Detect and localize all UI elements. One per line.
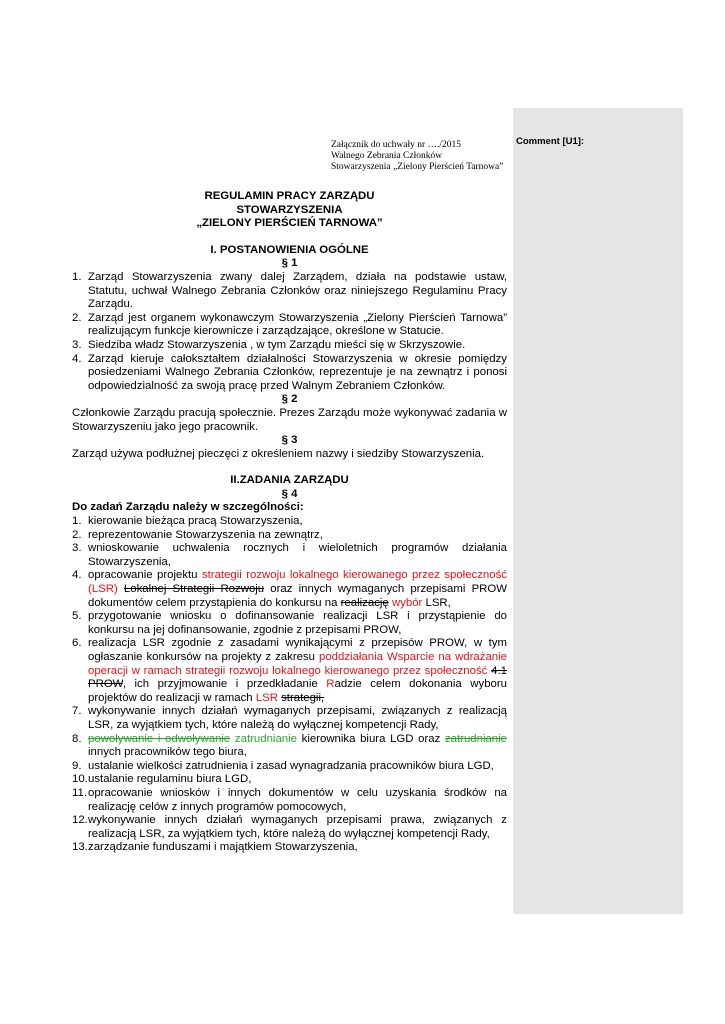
list-intro: Do zadań Zarządu należy w szczególności:	[72, 501, 304, 514]
list-item: 7. wykonywanie innych działań wymaganych przepisami, związanych z realizacją LSR, za wyjątkiem tych, które należą do wyłącznej kompetencji Rady,	[72, 705, 507, 731]
list-section2	[72, 515, 507, 855]
section-heading: I. POSTANOWIENIA OGÓLNE	[210, 243, 369, 256]
paragraph-mark: § 2	[281, 393, 298, 406]
deleted-text: zatrudnianie	[444, 732, 508, 745]
paragraph-mark: § 4	[281, 487, 298, 500]
list-item: 1. Zarząd Stowarzyszenia zwany dalej Zarządem, działa na podstawie ustaw, Statutu, uchwał Walnego Zebrania Członków oraz niniejszego Regulaminu Pracy Zarządu.	[72, 270, 507, 311]
attachment-line: Stowarzyszenia „Zielony Pierścień Tarnowa”	[331, 162, 504, 172]
list-item: 12. wykonywanie innych działań wymaganych przepisami prawa, związanych z realizacją LSR, za wyjątkiem tych, które należą do wyłącznej kompetencji Rady,	[72, 814, 507, 840]
comment-margin-pane	[513, 108, 683, 914]
title-line: „ZIELONY PIERŚCIEŃ TARNOWA”	[196, 217, 383, 230]
list-item: 3. wnioskowanie uchwalenia rocznych i wieloletnich programów działania Stowarzyszenia,	[72, 542, 507, 568]
list-item: 2. reprezentowanie Stowarzyszenia na zewnątrz,	[72, 528, 323, 541]
section-heading: II.ZADANIA ZARZĄDU	[230, 474, 349, 487]
document-body	[72, 190, 507, 855]
inserted-text: LSR	[255, 691, 278, 704]
list-item: 3. Siedziba władz Stowarzyszenia , w tym Zarządu mieści się w Skrzyszowie.	[72, 338, 466, 351]
inserted-text: strategii rozwoju lokalnego kierowanego przez społeczność (LSR)	[88, 569, 507, 596]
inserted-text: poddziałania Wsparcie na wdrażanie operacji w ramach strategii rozwoju lokalnego kierowanego przez społeczność	[88, 651, 507, 677]
paragraph-text: Członkowie Zarządu pracują społecznie. Prezes Zarządu może wykonywać zadania w Stowarzyszeniu jako jego pracownik.	[72, 406, 507, 433]
attachment-line: Walnego Zebrania Członków	[331, 151, 443, 161]
inserted-text: zatrudnianie	[234, 732, 297, 745]
list-item: 8. powoływanie i odwoływanie zatrudnianie kierownika biura LGD oraz zatrudnianie innych pracowników tego biura,	[72, 732, 508, 759]
list-item: 5. przygotowanie wniosku o dofinansowanie realizacji LSR i przystąpienie do konkursu na jej dofinansowanie, zgodnie z przepisami PROW,	[72, 610, 507, 636]
list-section1	[72, 271, 507, 393]
paragraph-mark: § 1	[281, 257, 298, 270]
document-title	[72, 190, 507, 231]
inserted-text: R	[326, 678, 335, 691]
attachment-line: Załącznik do uchwały nr …./2015	[331, 140, 462, 150]
paragraph-text: Zarząd używa podłużnej pieczęci z określeniem nazwy i siedziby Stowarzyszenia.	[72, 447, 485, 460]
title-line: STOWARZYSZENIA	[236, 203, 343, 216]
title-line: REGULAMIN PRACY ZARZĄDU	[204, 190, 375, 202]
paragraph-mark: § 3	[281, 434, 298, 447]
deleted-text: realizację	[340, 596, 389, 609]
list-item: 2. Zarząd jest organem wykonawczym Stowarzyszenia „Zielony Pierścień Tarnowa” realizującym funkcje kierownicze i zarządzające, określone w Statucie.	[72, 311, 507, 338]
list-item: 10. ustalanie regulaminu biura LGD,	[72, 773, 252, 786]
comment-label[interactable]: Comment [U1]:	[516, 136, 585, 147]
list-item: 1. kierowanie bieżąca pracą Stowarzyszenia,	[72, 515, 303, 528]
list-item: 11. opracowanie wniosków i innych dokumentów w celu uzyskania środków na realizację celów z innych programów pomocowych,	[72, 786, 507, 813]
list-item: 9. ustalanie wielkości zatrudnienia i zasad wynagradzania pracowników biura LGD,	[72, 759, 494, 772]
deleted-text: strategii,	[281, 691, 325, 704]
deleted-text: Lokalnej Strategii Rozwoju	[123, 583, 265, 596]
attachment-note	[331, 140, 503, 173]
list-item: 13. zarządzanie funduszami i majątkiem Stowarzyszenia,	[72, 841, 358, 854]
deleted-text: 4.1 PROW	[88, 664, 507, 691]
list-item: 4. Zarząd kieruje całokształtem działalności Stowarzyszenia w okresie pomiędzy posiedzeniami Walnego Zebrania Członków, reprezentuje je na zewnątrz i ponosi odpowiedzialność za swoją pracę przed Walnym Zebraniem Członków.	[72, 352, 507, 392]
inserted-text: wybór	[391, 596, 423, 609]
list-item: 6. realizacja LSR zgodnie z zasadami wynikającymi z przepisów PROW, w tym ogłaszanie konkursów na projekty z zakresu poddziałania Wsparcie na wdrażanie operacji w ramach strategii rozwoju lokalnego kierowanego przez społeczność 4.1 PROW, ich przyjmowanie i przedkładanie Radzie celem dokonania wyboru projektów do realizacji w ramach LSR strategii,	[72, 637, 508, 704]
list-item: 4. opracowanie projektu strategii rozwoju lokalnego kierowanego przez społeczność (LSR) Lokalnej Strategii Rozwoju oraz innych wymaganych przepisami PROW dokumentów celem przystąpienia do konkursu na realizację wybór LSR,	[72, 569, 508, 609]
deleted-text: powoływanie i odwoływanie	[88, 732, 231, 745]
